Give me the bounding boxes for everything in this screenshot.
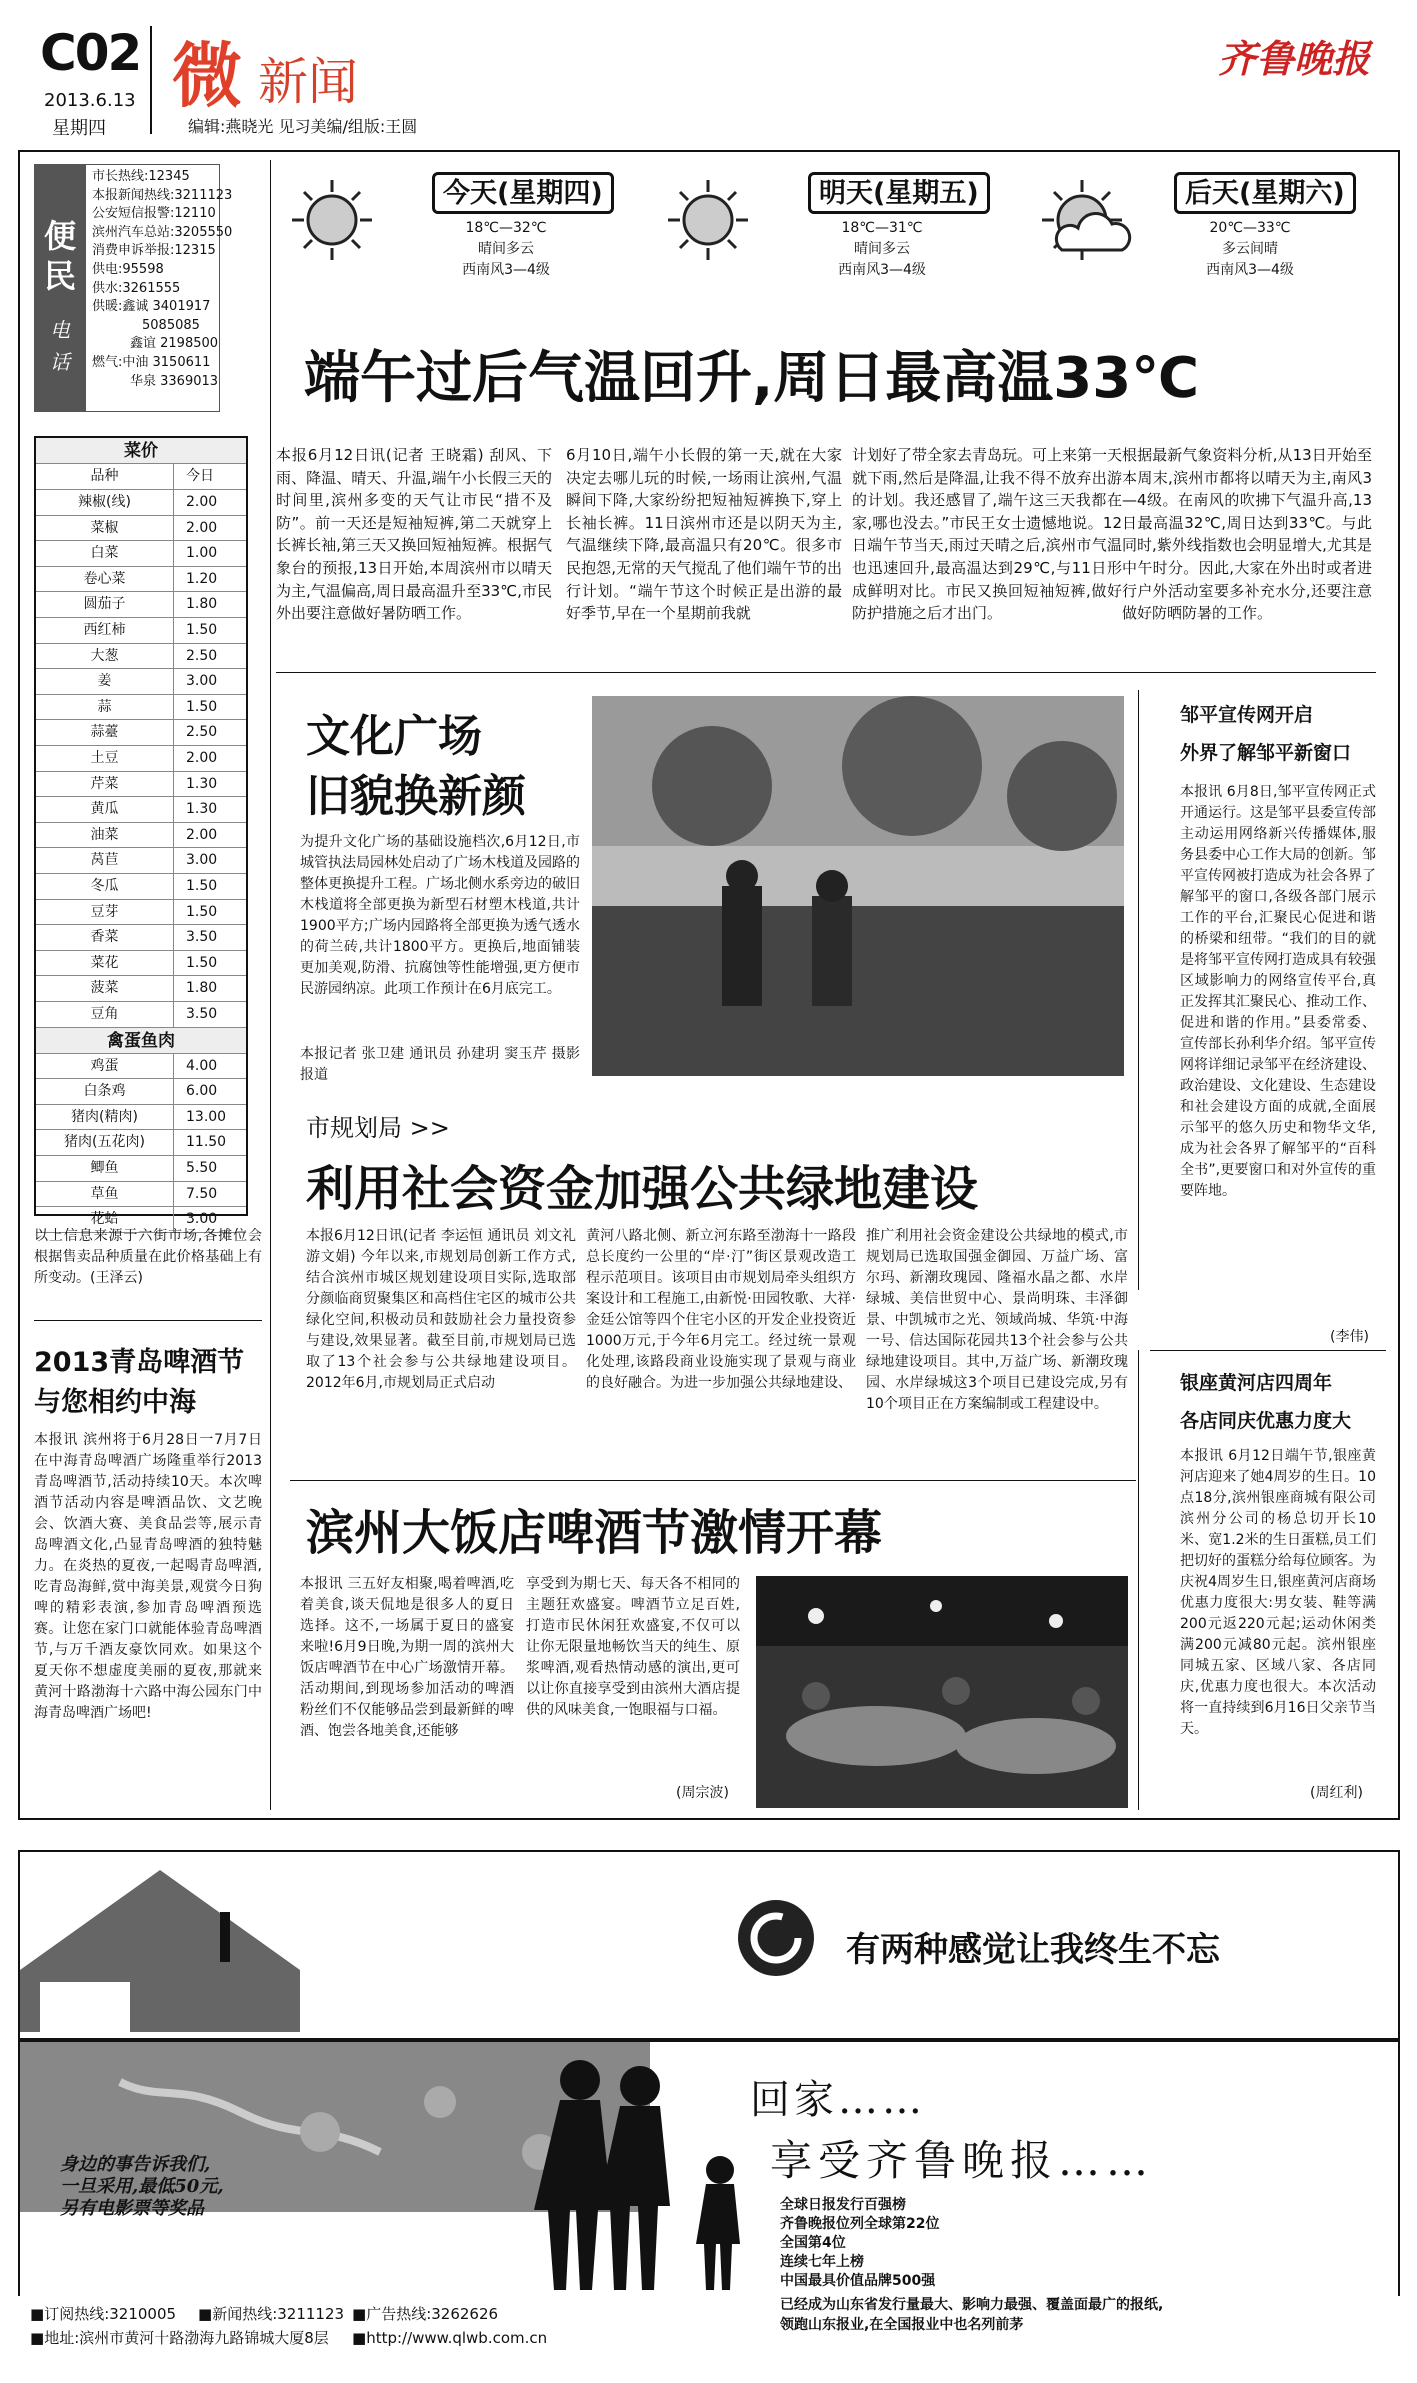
footer-phone: 广告热线:3262626	[366, 2305, 499, 2323]
greening-headline: 利用社会资金加强公共绿地建设	[306, 1161, 979, 1217]
footer-phone: 订阅热线:3210005	[44, 2305, 177, 2323]
price-item-value: 1.30	[186, 775, 218, 792]
phone-item: 本报新闻热线:3211123	[92, 187, 233, 203]
ad-honor: 全国第4位	[780, 2235, 846, 2251]
price-item-name: 蒜	[36, 695, 174, 720]
price-row	[36, 516, 246, 542]
ad-left-line: 身边的事告诉我们,	[60, 2154, 211, 2175]
square-headline-1: 文化广场	[306, 711, 482, 762]
phone-item: 消费申诉举报:12315	[92, 243, 216, 259]
price-row	[36, 848, 246, 874]
phone-item: 鑫谊 2198500	[130, 336, 219, 352]
weather-temp: 18℃—31℃	[841, 220, 923, 236]
weather-headline: 端午过后气温回升,周日最高温33℃	[304, 346, 1200, 411]
section-logo-text: 新闻	[258, 53, 358, 111]
zouping-headline-1: 邹平宣传网开启	[1180, 704, 1314, 726]
price-row	[36, 720, 246, 746]
price-col-name: 品种	[36, 464, 174, 489]
family-silhouette	[520, 2050, 780, 2296]
weather-story-col: 本报6月12日讯(记者 王晓霜) 刮风、下雨、降温、晴天、升温,端午小长假三天的时间里,滨州多变的天气让市民“措不及防”。前一天还是短袖短裤,第二天就穿上长裤长袖,第三天又换回短袖短裤。根据气象台的预报,13日开始,本周滨州市以晴天为主,气温偏高,周日最高温升至33℃,市民外出要注意做好暑防晒工作。	[276, 446, 552, 623]
yinzuo-headline-2: 各店同庆优惠力度大	[1180, 1410, 1352, 1432]
price-row	[36, 772, 246, 798]
ad-left-line: 一旦采用,最低50元,	[60, 2176, 224, 2197]
price-row	[36, 1002, 246, 1028]
weather-title: 后天(星期六)	[1174, 172, 1356, 214]
hotel-author: (周宗波)	[676, 1785, 729, 1801]
footer-address	[30, 2328, 329, 2348]
phone-item: 市长热线:12345	[92, 169, 190, 184]
price-item-value: 2.00	[186, 750, 218, 766]
price-item-value: 1.50	[186, 698, 218, 715]
section-rule	[1150, 1350, 1386, 1351]
price-item-name: 卷心菜	[36, 567, 174, 592]
column-rule	[1138, 690, 1139, 1290]
price-header-row	[36, 464, 246, 490]
price-item-name: 猪肉(精肉)	[36, 1105, 174, 1130]
ad-home: 回家……	[750, 2077, 926, 2123]
price-item-name: 土豆	[36, 746, 174, 771]
price-row	[36, 797, 246, 823]
footer-ads	[352, 2304, 498, 2324]
sunny-cloud-icon	[658, 170, 772, 270]
ad-claim-2: 领跑山东报业,在全国报业中也名列前茅	[780, 2314, 1023, 2334]
price-item-value: 2.50	[186, 647, 218, 664]
price-item-value: 11.50	[186, 1134, 227, 1151]
weather-day-after	[1026, 160, 1390, 290]
price-item-name: 猪肉(五花肉)	[36, 1130, 174, 1155]
yinzuo-headline-1: 银座黄河店四周年	[1180, 1372, 1333, 1394]
price-table	[34, 436, 248, 1228]
ad-slogan: 有两种感觉让我终生不忘	[846, 1930, 1220, 1970]
price-row	[36, 567, 246, 593]
price-item-name: 鸡蛋	[36, 1054, 174, 1079]
house-icon	[20, 1852, 650, 2038]
price-item-value: 1.30	[186, 801, 218, 818]
issue-date: 2013.6.13	[44, 90, 136, 111]
price-item-name: 草鱼	[36, 1182, 174, 1207]
footer-web[interactable]	[352, 2328, 547, 2348]
phone-box-subtitle: 电话	[50, 318, 70, 374]
footer-phone: 新闻热线:3211123	[212, 2305, 345, 2323]
price-item-name: 菜花	[36, 951, 174, 976]
square-photo	[592, 696, 1124, 1076]
price-row	[36, 490, 246, 516]
price-row	[36, 1130, 246, 1156]
price-row	[36, 541, 246, 567]
square-body: 为提升文化广场的基础设施档次,6月12日,市城管执法局园林处启动了广场木栈道及园路的整体更换提升工程。广场北侧水系旁边的破旧木栈道将全部更换为新型石材塑木栈道,共计1900平方;广场内园路将全部更换为透气透水的荷兰砖,共计1800平方。更换后,地面铺装更加美观,防滑、抗腐蚀等性能增强,更方便市民游园纳凉。此项工作预计在6月底完工。	[300, 834, 580, 997]
price-item-name: 白菜	[36, 541, 174, 566]
price-item-value: 7.50	[186, 1185, 218, 1202]
price-item-name: 白条鸡	[36, 1079, 174, 1104]
square-bullet-icon: ■	[30, 2329, 45, 2347]
hotel-headline: 滨州大饭店啤酒节激情开幕	[306, 1505, 883, 1561]
price-row	[36, 592, 246, 618]
price-item-value: 3.00	[186, 1211, 218, 1228]
price-item-name: 冬瓜	[36, 874, 174, 899]
ad-claim-1: 已经成为山东省发行量最大、影响力最强、覆盖面最广的报纸,	[780, 2294, 1390, 2314]
price-item-value: 3.50	[186, 929, 218, 946]
beer-headline-1: 2013青岛啤酒节	[34, 1347, 245, 1378]
weather-wind: 西南风3—4级	[462, 262, 550, 278]
hotel-col: 享受到为期七天、每天各不相同的主题狂欢盛宴。啤酒节立足百姓,打造市民休闲狂欢盛宴,不仅可以让你无限量地畅饮当天的纯生、原浆啤酒,观看热情动感的演出,更可以让你直接享受到由滨州大酒店提供的风味美食,一饱眼福与口福。	[526, 1576, 740, 1718]
weather-wind: 西南风3—4级	[1206, 262, 1294, 278]
price-item-value: 1.80	[186, 596, 218, 613]
weather-story-col: 计划好了带全家去青岛玩。可上来第一天就下雨,然后是降温,让我不得不放弃出游的计划。我还感冒了,端午这三天我都在家,哪也没去。”市民王女士遗憾地说。12日端午节当天,雨过天晴之后,滨州市气温也迅速回升,最高温达到29℃,与11日形成鲜明对比。市民又换回短袖短裤,做好防护措施之后才出门。	[852, 446, 1122, 623]
ad-honor: 连续七年上榜	[780, 2254, 864, 2270]
zouping-body: 本报讯 6月8日,邹平宣传网正式开通运行。这是邹平县委宣传部主动运用网络新兴传播媒体,服务县委中心工作大局的创新。邹平宣传网被打造成为社会各界了解邹平的窗口,各级各部门展示工作的平台,汇聚民心促进和谐的桥梁和纽带。“我们的目的就是将邹平宣传网打造成具有较强区域影响力的网络宣传平台,真正发挥其汇聚民心、推动工作、促进和谐的作用。”县委常委、宣传部长孙利华介绍。邹平宣传网将详细记录邹平在经济建设、政治建设、文化建设、生态建设和社会建设方面的成就,全面展示邹平的悠久历史和物华文华,成为社会各界了解邹平的“百科全书”,更要窗口和对外宣传的重要阵地。	[1180, 784, 1376, 1199]
weather-title: 今天(星期四)	[432, 172, 614, 214]
greening-col: 推广利用社会资金建设公共绿地的模式,市规划局已选取国强金御园、万益广场、富尔玛、新潮玫瑰园、隆福水晶之都、水岸绿城、美信世贸中心、景尚明珠、丰泽御景、中凯城市之光、领域尚城、华筑·中海一号、信达国际花园共13个社会参与公共绿地建设项目。其中,万益广场、新潮玫瑰园、水岸绿城这3个项目已建设完成,另有10个项目正在方案编制或工程建设中。	[866, 1228, 1128, 1412]
price-item-value: 3.50	[186, 1006, 218, 1022]
weather-sky: 多云间晴	[1222, 241, 1278, 257]
price-item-name: 菜椒	[36, 516, 174, 541]
ad-honor: 齐鲁晚报位列全球第22位	[780, 2216, 940, 2232]
square-bullet-icon: ■	[352, 2329, 367, 2347]
square-bullet-icon: ■	[198, 2305, 213, 2323]
hotel-col: 本报讯 三五好友相聚,喝着啤酒,吃着美食,谈天侃地是很多人的夏日选择。这不,一场属于夏日的盛宴来啦!6月9日晚,为期一周的滨州大饭店啤酒节在中心广场激情开幕。活动期间,到现场参加活动的啤酒粉丝们不仅能够品尝到最新鲜的啤酒、饱尝各地美食,还能够	[300, 1576, 514, 1739]
column-rule	[270, 160, 271, 1810]
beer-body: 本报讯 滨州将于6月28日一7月7日在中海青岛啤酒广场隆重举行2013青岛啤酒节,活动持续10天。本次啤酒节活动内容是啤酒品饮、文艺晚会、饮酒大赛、美食品尝等,展示青岛啤酒文化,凸显青岛啤酒的独特魅力。在炎热的夏夜,一起喝青岛啤酒,吃青岛海鲜,赏中海美景,观赏今日狗啤的精彩表演,参加青岛啤酒预选赛。让您在家门口就能体验青岛啤酒节,与万千酒友豪饮同欢。如果这个夏天你不想虚度美丽的夏夜,那就来黄河十路渤海十六路中海公园东门中海青岛啤酒广场吧!	[34, 1432, 262, 1721]
price-meat-title: 禽蛋鱼肉	[36, 1028, 246, 1054]
weather-temp: 20℃—33℃	[1209, 220, 1291, 236]
price-row	[36, 951, 246, 977]
paper-name: 齐鲁晚报	[1218, 36, 1371, 81]
price-item-value: 13.00	[186, 1108, 227, 1125]
price-item-value: 1.00	[186, 545, 218, 562]
price-item-value: 2.00	[186, 494, 218, 510]
phone-item: 燃气:中油 3150611	[92, 354, 211, 370]
price-item-name: 西红柿	[36, 618, 174, 643]
page-code: C02	[40, 24, 141, 82]
ad-left-line: 另有电影票等奖品	[60, 2198, 204, 2219]
phone-list	[92, 168, 232, 391]
price-item-name: 辣椒(线)	[36, 490, 174, 515]
price-item-name: 香菜	[36, 925, 174, 950]
weather-story-col: 6月10日,端午小长假的第一天,就在大家决定去哪儿玩的时候,一场雨让滨州,气温瞬间下降,大家纷纷把短袖短裤换下,穿上长袖长裤。11日滨州市还是以阴天为主,气温继续下降,最高温只有20℃。很多市民抱怨,无常的天气搅乱了他们端午节的出行计划。“端午节这个时候正是出游的最好季节,早在一个星期前我就	[566, 446, 842, 623]
price-item-name: 黄瓜	[36, 797, 174, 822]
footer-web-link[interactable]: http://www.qlwb.com.cn	[366, 2329, 548, 2347]
price-item-value: 2.00	[186, 826, 218, 843]
price-item-name: 豆芽	[36, 900, 174, 925]
price-item-value: 1.20	[186, 570, 218, 587]
ad-banner	[18, 1850, 1400, 2040]
price-item-value: 1.80	[186, 980, 218, 997]
issue-weekday: 星期四	[52, 118, 106, 139]
price-item-value: 4.00	[186, 1057, 218, 1074]
price-row	[36, 1156, 246, 1182]
ad-honors	[780, 2196, 939, 2291]
square-bullet-icon: ■	[30, 2305, 45, 2323]
sunny-cloud-icon	[282, 170, 396, 270]
price-row	[36, 925, 246, 951]
price-col-price: 今日	[186, 468, 214, 484]
square-headline-2: 旧貌换新颜	[306, 771, 526, 822]
phone-item: 供水:3261555	[92, 280, 181, 296]
phone-item: 公安短信报警:12110	[92, 206, 216, 222]
zouping-author: (李伟)	[1330, 1329, 1369, 1345]
price-item-value: 2.00	[186, 519, 218, 536]
greening-kicker: 市规划局 >>	[306, 1114, 450, 1142]
weather-sky: 晴间多云	[854, 241, 910, 257]
price-row	[36, 1105, 246, 1131]
price-row	[36, 746, 246, 772]
phone-item: 滨州汽车总站:3205550	[92, 224, 233, 240]
price-item-value: 2.50	[186, 724, 218, 741]
price-row	[36, 1182, 246, 1208]
price-table-title: 菜价	[36, 438, 246, 464]
price-item-name: 芹菜	[36, 772, 174, 797]
column-rule	[1138, 1350, 1139, 1810]
phone-item: 5085085	[142, 317, 200, 333]
editor-line: 编辑:燕晓光 见习美编/组版:王圆	[188, 117, 418, 136]
price-item-name: 大葱	[36, 644, 174, 669]
weather-title: 明天(星期五)	[808, 172, 990, 214]
weather-temp: 18℃—32℃	[465, 220, 547, 236]
weather-wind: 西南风3—4级	[838, 262, 926, 278]
hotel-photo	[756, 1576, 1128, 1808]
section-rule	[276, 672, 1376, 673]
section-logo-char: 微	[172, 34, 242, 117]
ad-left-text	[60, 2154, 224, 2220]
price-item-name: 姜	[36, 669, 174, 694]
price-item-value: 1.50	[186, 903, 218, 920]
zouping-headline-2: 外界了解邹平新窗口	[1180, 742, 1352, 764]
price-item-value: 1.50	[186, 878, 218, 894]
ad-honor: 全球日报发行百强榜	[780, 2197, 906, 2213]
weather-today	[276, 160, 636, 290]
price-row	[36, 1054, 246, 1080]
footer-subscribe	[30, 2304, 176, 2324]
beer-headline-2: 与您相约中海	[34, 1387, 196, 1418]
price-item-name: 豆角	[36, 1002, 174, 1027]
price-row	[36, 823, 246, 849]
yinzuo-author: (周红利)	[1310, 1785, 1363, 1801]
phone-box-title: 便民	[44, 217, 77, 295]
phone-item: 供暖:鑫诚 3401917	[92, 299, 211, 315]
price-row	[36, 874, 246, 900]
phone-item: 供电:95598	[92, 261, 164, 277]
square-bullet-icon: ■	[352, 2305, 367, 2323]
header-divider	[150, 26, 152, 134]
cloudy-sun-icon	[1032, 170, 1146, 270]
price-row	[36, 618, 246, 644]
footer-news	[198, 2304, 344, 2324]
price-item-value: 5.50	[186, 1160, 218, 1176]
price-note: 以上信息来源于六街市场,各摊位会根据售卖品种质量在此价格基础上有所变动。(王泽云)	[34, 1228, 262, 1286]
phone-box-side	[34, 164, 86, 412]
price-item-name: 蒜薹	[36, 720, 174, 745]
phone-item: 华泉 3369013	[130, 373, 219, 389]
price-item-name: 圆茄子	[36, 592, 174, 617]
weather-story-col: 根据最新气象资料分析,从13日开始至本周末,滨州市都将以晴天为主,南风3—4级。在南风的吹拂下气温升高,13日最高温32℃,周日达到33℃。与此同时,紫外线指数也会明显增大,尤其是中午时分。因此,大家在外出时或者进行户外活动室要多补充水分,还要注意做好防晒防暑的工作。	[1122, 446, 1372, 623]
footer-address-text: 地址:滨州市黄河十路渤海九路锦城大厦8层	[44, 2329, 329, 2347]
price-item-value: 1.50	[186, 954, 218, 971]
price-item-name: 莴苣	[36, 848, 174, 873]
price-item-name: 花蛤	[36, 1207, 174, 1232]
price-row	[36, 976, 246, 1002]
price-row	[36, 695, 246, 721]
price-item-name: 油菜	[36, 823, 174, 848]
weather-tomorrow	[652, 160, 1012, 290]
price-item-value: 3.00	[186, 673, 218, 690]
price-item-name: 菠菜	[36, 976, 174, 1001]
price-item-value: 6.00	[186, 1083, 218, 1100]
greening-col: 黄河八路北侧、新立河东路至渤海十一路段总长度约一公里的“岸·汀”街区景观改造工程示范项目。该项目由市规划局牵头组织方案设计和工程施工,由新悦·田园牧歌、大祥·金廷公馆等四个住宅小区的开发企业投资近1000万元,于今年6月完工。经过统一景观化处理,该路段商业设施实现了景观与商业的良好融合。为进一步加强公共绿地建设、	[586, 1228, 856, 1391]
section-rule	[290, 1480, 1136, 1481]
price-row	[36, 669, 246, 695]
price-item-value: 1.50	[186, 622, 218, 638]
ad-honor: 中国最具价值品牌500强	[780, 2273, 936, 2289]
price-row	[36, 1079, 246, 1105]
yinzuo-body: 本报讯 6月12日端午节,银座黄河店迎来了她4周岁的生日。10点18分,滨州银座商城有限公司滨州分公司的杨总切开长10米、宽1.2米的生日蛋糕,员工们把切好的蛋糕分给每位顾客。为庆祝4周岁生日,银座黄河店商场优惠力度很大:男女装、鞋等满200元返220元起;运动休闲类满200元减80元起。滨州银座同城五家、区域八家、各店同庆,优惠力度也很大。本次活动将一直持续到6月16日父亲节当天。	[1180, 1448, 1376, 1737]
greening-col: 本报6月12日讯(记者 李运恒 通讯员 刘文礼 游文娟) 今年以来,市规划局创新工作方式,结合滨州市城区规划建设项目实际,选取部分颜临商贸聚集区和高档住宅区的城市公共绿化空间,积极动员和鼓励社会力量投资参与建设,效果显著。截至目前,市规划局已选取了13个社会参与公共绿地建设项目。2012年6月,市规划局正式启动	[306, 1228, 576, 1391]
price-row	[36, 900, 246, 926]
square-byline: 本报记者 张卫建 通讯员 孙建玥 窦玉芹 摄影报道	[300, 1046, 580, 1083]
ad-enjoy: 享受齐鲁晚报……	[770, 2136, 1155, 2185]
price-item-name: 鲫鱼	[36, 1156, 174, 1181]
weather-sky: 晴间多云	[478, 241, 534, 257]
section-rule	[34, 1320, 262, 1321]
price-row	[36, 644, 246, 670]
brand-logo-icon	[736, 1898, 816, 1978]
price-item-value: 3.00	[186, 852, 218, 869]
